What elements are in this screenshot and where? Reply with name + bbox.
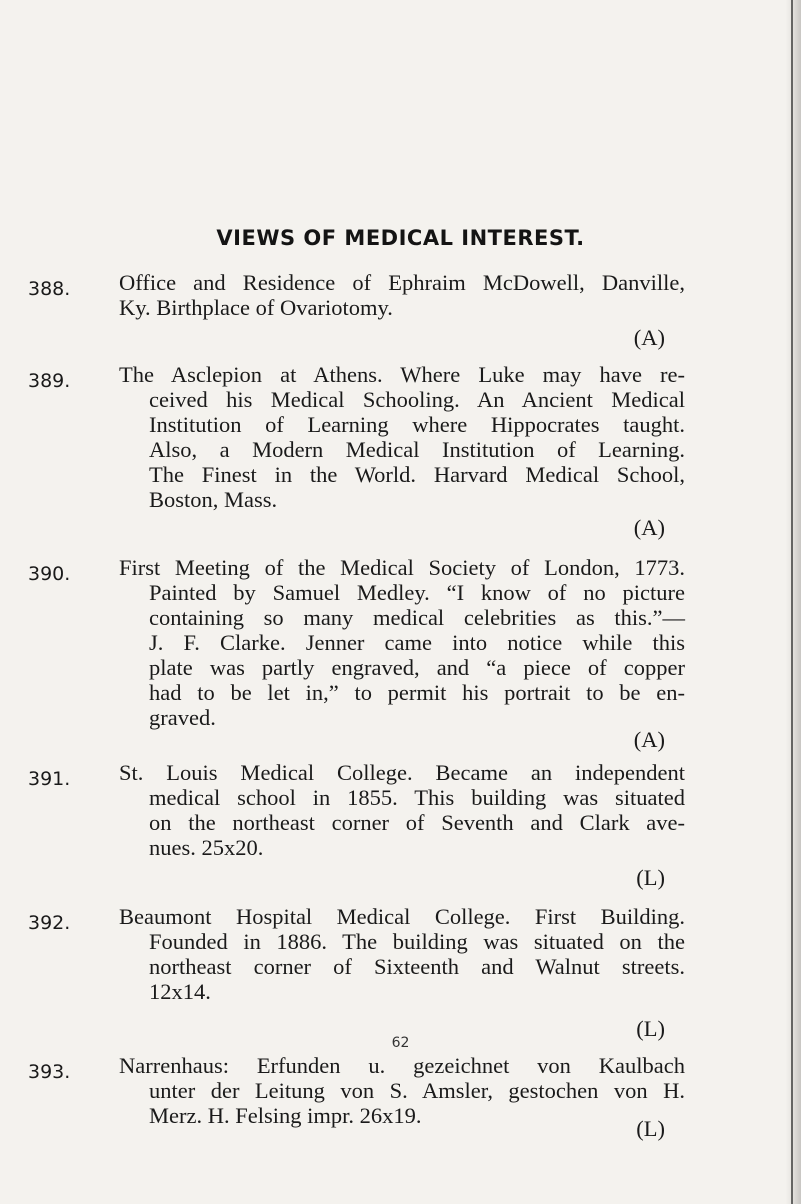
entry-line: plate was partly engraved, and “a piece of copper (149, 655, 685, 680)
entry-line: graved. (149, 705, 216, 730)
entry-line: Painted by Samuel Medley. “I know of no picture (149, 580, 685, 605)
entry-line: The Finest in the World. Harvard Medical School, (149, 462, 685, 487)
entry-line: on the northeast corner of Seventh and Clark ave- (149, 810, 685, 835)
entry-code: (L) (636, 1016, 665, 1041)
entry-line: Merz. H. Felsing impr. 26x19. (149, 1103, 422, 1128)
entry-line: First Meeting of the Medical Society of London, 1773. (119, 555, 685, 580)
entry-line: ceived his Medical Schooling. An Ancient Medical (149, 387, 685, 412)
entry-description (119, 1053, 685, 1128)
page-number: 62 (391, 1035, 410, 1051)
entry-line: Also, a Modern Medical Institution of Learning. (149, 437, 685, 462)
entry-line: northeast corner of Sixteenth and Walnut streets. (149, 954, 685, 979)
entry-number: 391. (28, 768, 71, 790)
entry-line: 12x14. (149, 979, 211, 1004)
entry-line: Narrenhaus: Erfunden u. gezeichnet von Kaulbach (119, 1053, 685, 1078)
entry-description (119, 270, 685, 320)
entry-code: (L) (636, 865, 665, 890)
page-edge-line (791, 0, 793, 1204)
entry-description (119, 760, 685, 860)
entry-number: 390. (28, 563, 71, 585)
entry-description (119, 904, 685, 1004)
page-edge-shadow (785, 0, 801, 1204)
entry-number: 389. (28, 370, 71, 392)
entry-number: 392. (28, 912, 71, 934)
entry-line: nues. 25x20. (149, 835, 264, 860)
section-heading: VIEWS OF MEDICAL INTEREST. (216, 226, 585, 250)
entry-line: containing so many medical celebrities as this.”— (149, 605, 685, 630)
entry-number: 388. (28, 278, 71, 300)
entry-description (119, 555, 685, 730)
entry-code: (A) (633, 727, 665, 752)
entry-line: Founded in 1886. The building was situated on the (149, 929, 685, 954)
entry-line: Office and Residence of Ephraim McDowell, Danville, (119, 270, 685, 295)
entry-code: (L) (636, 1116, 665, 1141)
entry-line: Boston, Mass. (149, 487, 278, 512)
entry-code: (A) (633, 325, 665, 350)
entry-code: (A) (633, 515, 665, 540)
entry-line: had to be let in,” to permit his portrait to be en- (149, 680, 685, 705)
entry-line: St. Louis Medical College. Became an independent (119, 760, 685, 785)
entry-line: Institution of Learning where Hippocrates taught. (149, 412, 685, 437)
entry-number: 393. (28, 1061, 71, 1083)
entry-line: unter der Leitung von S. Amsler, gestochen von H. (149, 1078, 685, 1103)
entry-line: Ky. Birthplace of Ovariotomy. (119, 295, 393, 320)
entry-line: The Asclepion at Athens. Where Luke may have re- (119, 362, 685, 387)
entry-line: Beaumont Hospital Medical College. First Building. (119, 904, 685, 929)
entry-line: J. F. Clarke. Jenner came into notice while this (149, 630, 685, 655)
entry-description (119, 362, 685, 512)
entry-line: medical school in 1855. This building was situated (149, 785, 685, 810)
